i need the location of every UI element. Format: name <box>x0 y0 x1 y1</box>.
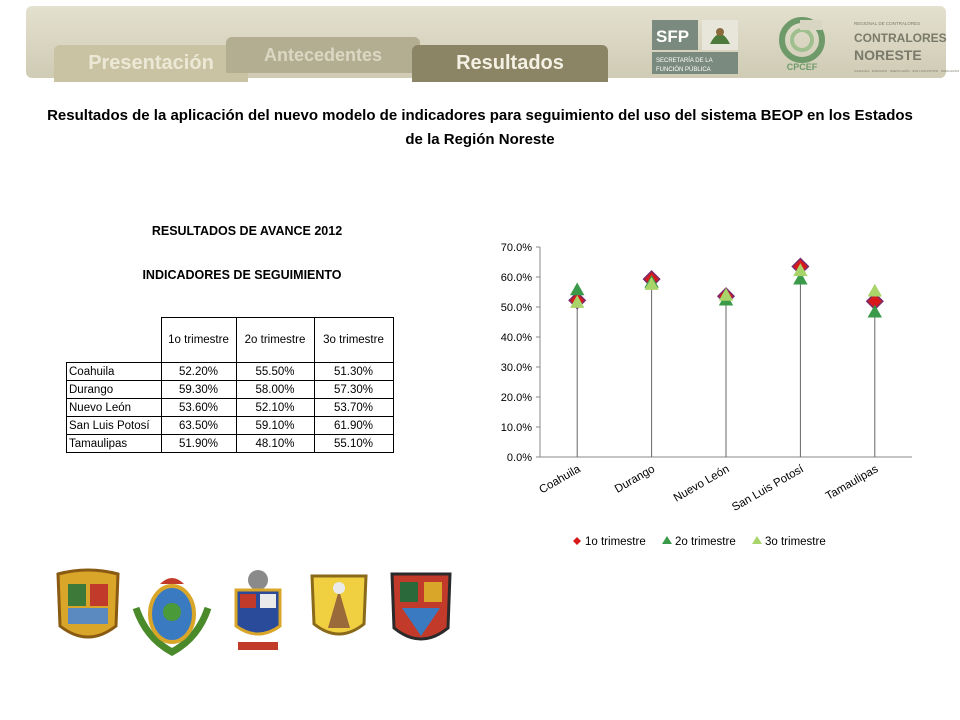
indicator-chart <box>482 230 932 560</box>
cpcef-abbr: CPCEF <box>786 62 818 72</box>
table-row <box>67 417 394 435</box>
section-heading-avance: RESULTADOS DE AVANCE 2012 <box>151 224 343 238</box>
tab-resultados[interactable]: Resultados <box>412 45 608 82</box>
x-tick-label: Durango <box>612 463 658 496</box>
sfp-logo <box>652 20 740 76</box>
table-row <box>67 399 394 417</box>
tamaulipas-emblem <box>388 568 454 652</box>
table-cell: 52.10% <box>236 399 314 417</box>
sfp-abbr: SFP <box>656 27 690 46</box>
region-line2: CONTRALORES <box>854 31 947 45</box>
data-point <box>868 305 882 318</box>
table-row <box>67 381 394 399</box>
region-noreste-logo <box>852 18 960 76</box>
sfp-caption-1: SECRETARÍA DE LA <box>656 58 713 64</box>
x-tick-label: Tamaulipas <box>823 463 881 503</box>
cpcef-logo <box>770 18 834 74</box>
table-cell: 59.30% <box>161 381 236 399</box>
coahuila-emblem <box>50 568 126 648</box>
table-cell-state: Nuevo León <box>67 399 162 417</box>
y-tick-label: 60.0% <box>500 272 532 284</box>
x-tick-label: San Luis Potosí <box>730 463 806 514</box>
chart-container <box>482 230 932 560</box>
legend-label: 2o trimestre <box>675 536 736 548</box>
section-heading-indicadores: INDICADORES DE SEGUIMIENTO <box>142 268 342 282</box>
table-cell: 48.10% <box>236 435 314 453</box>
tab-presentacion[interactable]: Presentación <box>54 45 248 82</box>
column-header: 2o trimestre <box>236 318 314 363</box>
table-cell: 58.00% <box>236 381 314 399</box>
y-tick-label: 0.0% <box>506 452 532 464</box>
table-corner <box>67 318 162 363</box>
y-tick-label: 10.0% <box>500 422 532 434</box>
table-cell: 55.10% <box>314 435 393 453</box>
region-line4: COAHUILA · DURANGO · NUEVO LEÓN · SAN LUIS POTOSÍ · TAMAULIPAS <box>854 69 960 73</box>
table-cell: 63.50% <box>161 417 236 435</box>
x-tick-label: Nuevo León <box>671 463 732 505</box>
table-row <box>67 435 394 453</box>
table-cell: 59.10% <box>236 417 314 435</box>
region-line1: REGIONAL DE CONTRALORES <box>854 21 921 26</box>
table-cell-state: Coahuila <box>67 363 162 381</box>
column-header: 3o trimestre <box>314 318 393 363</box>
table-cell: 57.30% <box>314 381 393 399</box>
x-tick-label: Coahuila <box>537 463 583 497</box>
table-cell-state: San Luis Potosí <box>67 417 162 435</box>
indicator-table <box>66 317 394 453</box>
y-tick-label: 20.0% <box>500 392 532 404</box>
tab-antecedentes[interactable]: Antecedentes <box>226 37 420 73</box>
table-cell: 61.90% <box>314 417 393 435</box>
table-cell-state: Durango <box>67 381 162 399</box>
table-cell: 51.90% <box>161 435 236 453</box>
table-cell: 55.50% <box>236 363 314 381</box>
sfp-caption-2: FUNCIÓN PÚBLICA <box>656 67 711 73</box>
legend-marker <box>752 536 762 544</box>
table-cell: 53.70% <box>314 399 393 417</box>
legend-marker <box>662 536 672 544</box>
y-tick-label: 40.0% <box>500 332 532 344</box>
legend-label: 3o trimestre <box>765 536 826 548</box>
data-point <box>868 284 882 297</box>
y-tick-label: 50.0% <box>500 302 532 314</box>
nuevo-leon-emblem <box>226 568 290 652</box>
y-tick-label: 30.0% <box>500 362 532 374</box>
table-cell: 51.30% <box>314 363 393 381</box>
san-luis-potosi-emblem <box>306 568 372 646</box>
region-line3: NORESTE <box>854 47 922 63</box>
table-header-row <box>67 318 394 363</box>
table-cell: 53.60% <box>161 399 236 417</box>
page-title: Resultados de la aplicación del nuevo modelo de indicadores para seguimiento del uso del sistema BEOP en los Estados de la Región Noreste <box>47 107 913 148</box>
table-row <box>67 363 394 381</box>
table-cell: 52.20% <box>161 363 236 381</box>
table-cell-state: Tamaulipas <box>67 435 162 453</box>
data-point <box>570 283 584 296</box>
y-tick-label: 70.0% <box>500 242 532 254</box>
legend-marker <box>573 537 581 545</box>
legend-label: 1o trimestre <box>585 536 646 548</box>
durango-emblem <box>132 568 212 654</box>
column-header: 1o trimestre <box>161 318 236 363</box>
